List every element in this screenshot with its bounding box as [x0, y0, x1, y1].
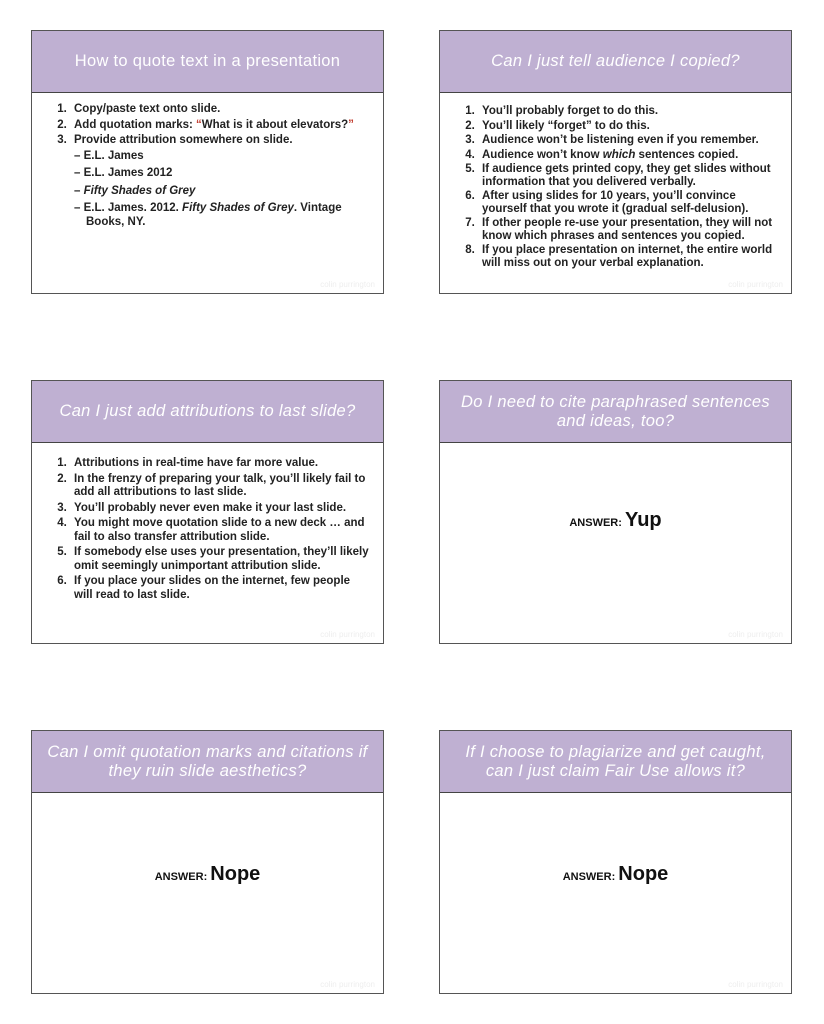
- quote-marks: “What is it about elevators?”: [196, 118, 354, 131]
- sub-item: [74, 185, 369, 199]
- list-item: 1. You’ll probably forget to do this.: [478, 105, 777, 118]
- list-item: [70, 119, 369, 133]
- list-item: 2. In the frenzy of preparing your talk, you’ll likely fail to add all attributions to last slide.: [70, 473, 369, 500]
- item-text: Provide attribution somewhere on slide.: [74, 134, 293, 146]
- sub-item: [74, 202, 369, 229]
- answer-label: ANSWER:: [562, 871, 619, 883]
- answer: [440, 509, 791, 532]
- slide-2: [439, 30, 792, 294]
- list-item: [70, 134, 369, 229]
- slide-5: [31, 730, 384, 994]
- book-title: Fifty Shades of Grey: [83, 184, 196, 197]
- list-item: 1. Attributions in real-time have far more value.: [70, 457, 369, 471]
- slide-list: [32, 457, 383, 602]
- slide-4: [439, 380, 792, 644]
- answer-value: Yup: [624, 509, 662, 531]
- list-item: 6. After using slides for 10 years, you’ll convince yourself that you wrote it (gradual self-delusion).: [478, 190, 777, 215]
- answer-label: ANSWER:: [569, 517, 625, 529]
- list-item: 3. You’ll probably never even make it your last slide.: [70, 502, 369, 516]
- list-item: 6. If you place your slides on the internet, few people will read to last slide.: [70, 575, 369, 602]
- item-text: sentences copied.: [635, 148, 739, 161]
- slide-6: [439, 730, 792, 994]
- item-text: Audience won’t know: [482, 148, 603, 161]
- slide-3: [31, 380, 384, 644]
- answer-value: Nope: [210, 863, 261, 885]
- dash: –: [74, 184, 84, 197]
- slide-1: [31, 30, 384, 294]
- answer-label: ANSWER:: [154, 871, 211, 883]
- book-title: Fifty Shades of Grey: [182, 202, 294, 214]
- slide-title: Do I need to cite paraphrased sentences and ideas, too?: [440, 381, 791, 443]
- answer: [440, 863, 791, 886]
- citation-tail: . Vintage Books, NY.: [86, 202, 342, 228]
- watermark: colin purrington: [728, 280, 783, 289]
- watermark: colin purrington: [320, 280, 375, 289]
- list-item: 4. You might move quotation slide to a new deck … and fail to also transfer attribution slide.: [70, 517, 369, 544]
- list-item: 1. Copy/paste text onto slide.: [70, 103, 369, 117]
- item-text: Add quotation marks:: [74, 118, 197, 131]
- watermark: colin purrington: [728, 980, 783, 989]
- list-item: 5. If somebody else uses your presentation, they’ll likely omit seemingly unimportant attribution slide.: [70, 546, 369, 573]
- watermark: colin purrington: [728, 630, 783, 639]
- list-item: 5. If audience gets printed copy, they get slides without information that you delivered verbally.: [478, 163, 777, 188]
- slide-title: If I choose to plagiarize and get caught, can I just claim Fair Use allows it?: [440, 731, 791, 793]
- sub-item: – E.L. James: [74, 149, 144, 162]
- slide-title: How to quote text in a presentation: [32, 31, 383, 93]
- watermark: colin purrington: [320, 980, 375, 989]
- sub-item: – E.L. James 2012: [74, 167, 173, 179]
- list-item: 8. If you place presentation on internet, the entire world will miss out on your verbal explanation.: [478, 244, 777, 269]
- answer-value: Nope: [618, 863, 669, 885]
- citation: – E.L. James. 2012.: [74, 202, 183, 214]
- slide-title: Can I just tell audience I copied?: [440, 31, 791, 93]
- answer: [32, 863, 383, 886]
- slide-title: Can I just add attributions to last slide?: [32, 381, 383, 443]
- list-item: 7. If other people re-use your presentation, they will not know which phrases and sentences you copied.: [478, 217, 777, 242]
- watermark: colin purrington: [320, 630, 375, 639]
- item-emphasis: which: [602, 148, 636, 161]
- slide-list: [32, 103, 383, 229]
- list-item: 2. You’ll likely “forget” to do this.: [478, 120, 777, 133]
- list-item: 3. Audience won’t be listening even if you remember.: [478, 134, 777, 147]
- slide-list: [440, 105, 791, 269]
- slide-title: Can I omit quotation marks and citations if they ruin slide aesthetics?: [32, 731, 383, 793]
- list-item: [478, 149, 777, 162]
